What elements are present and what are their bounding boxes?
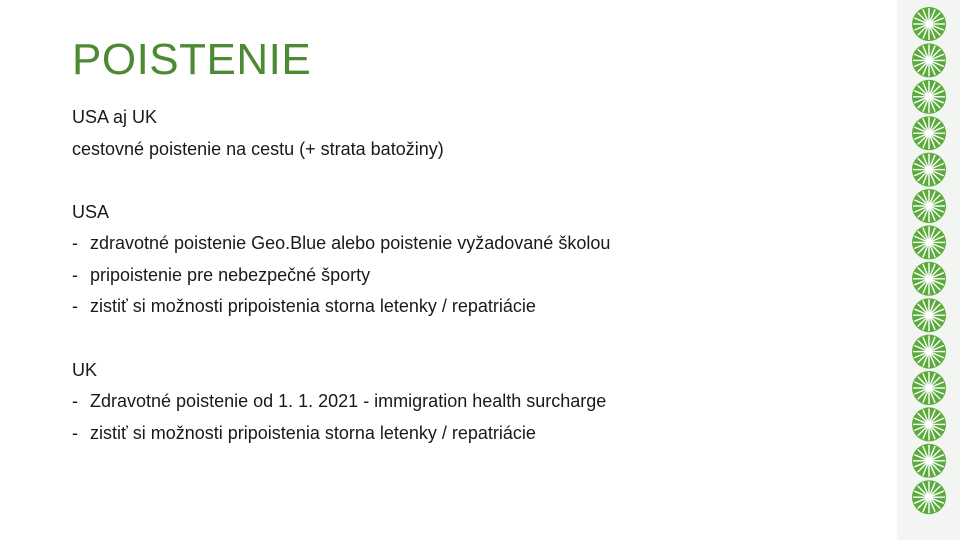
section-heading-uk: UK bbox=[72, 360, 98, 380]
list-item-text: Zdravotné poistenie od 1. 1. 2021 - immigration health surcharge bbox=[90, 391, 607, 411]
green-starburst-icon bbox=[912, 407, 946, 441]
green-starburst-icon bbox=[912, 153, 946, 187]
green-starburst-icon bbox=[912, 7, 946, 41]
green-starburst-icon bbox=[912, 225, 946, 259]
list-item bbox=[72, 295, 536, 317]
list-item bbox=[72, 390, 606, 412]
list-item-text: zdravotné poistenie Geo.Blue alebo poistenie vyžadované školou bbox=[90, 233, 611, 253]
list-item-text: pripoistenie pre nebezpečné športy bbox=[90, 265, 371, 285]
bullet-dash: - bbox=[72, 423, 78, 443]
list-item-text: zistiť si možnosti pripoistenia storna letenky / repatriácie bbox=[90, 423, 536, 443]
green-starburst-icon bbox=[912, 298, 946, 332]
bullet-dash: - bbox=[72, 265, 78, 285]
intro-line: cestovné poistenie na cestu (+ strata batožiny) bbox=[72, 139, 444, 159]
decorative-icon-column bbox=[897, 0, 960, 540]
slide-title: POISTENIE bbox=[72, 35, 312, 84]
green-starburst-icon bbox=[912, 480, 946, 514]
green-starburst-icon bbox=[912, 371, 946, 405]
list-item-text: zistiť si možnosti pripoistenia storna letenky / repatriácie bbox=[90, 296, 536, 316]
green-starburst-icon bbox=[912, 116, 946, 150]
green-starburst-icon bbox=[912, 43, 946, 77]
bullet-dash: - bbox=[72, 233, 78, 253]
bullet-dash: - bbox=[72, 391, 78, 411]
intro-line: USA aj UK bbox=[72, 107, 158, 127]
list-item bbox=[72, 422, 536, 444]
list-item bbox=[72, 264, 370, 286]
green-starburst-icon bbox=[912, 335, 946, 369]
green-starburst-icon bbox=[912, 189, 946, 223]
green-starburst-icon bbox=[912, 80, 946, 114]
green-starburst-icon bbox=[912, 444, 946, 478]
section-heading-usa: USA bbox=[72, 202, 110, 222]
starburst-icons bbox=[897, 0, 960, 540]
list-item bbox=[72, 232, 610, 254]
bullet-dash: - bbox=[72, 296, 78, 316]
green-starburst-icon bbox=[912, 262, 946, 296]
